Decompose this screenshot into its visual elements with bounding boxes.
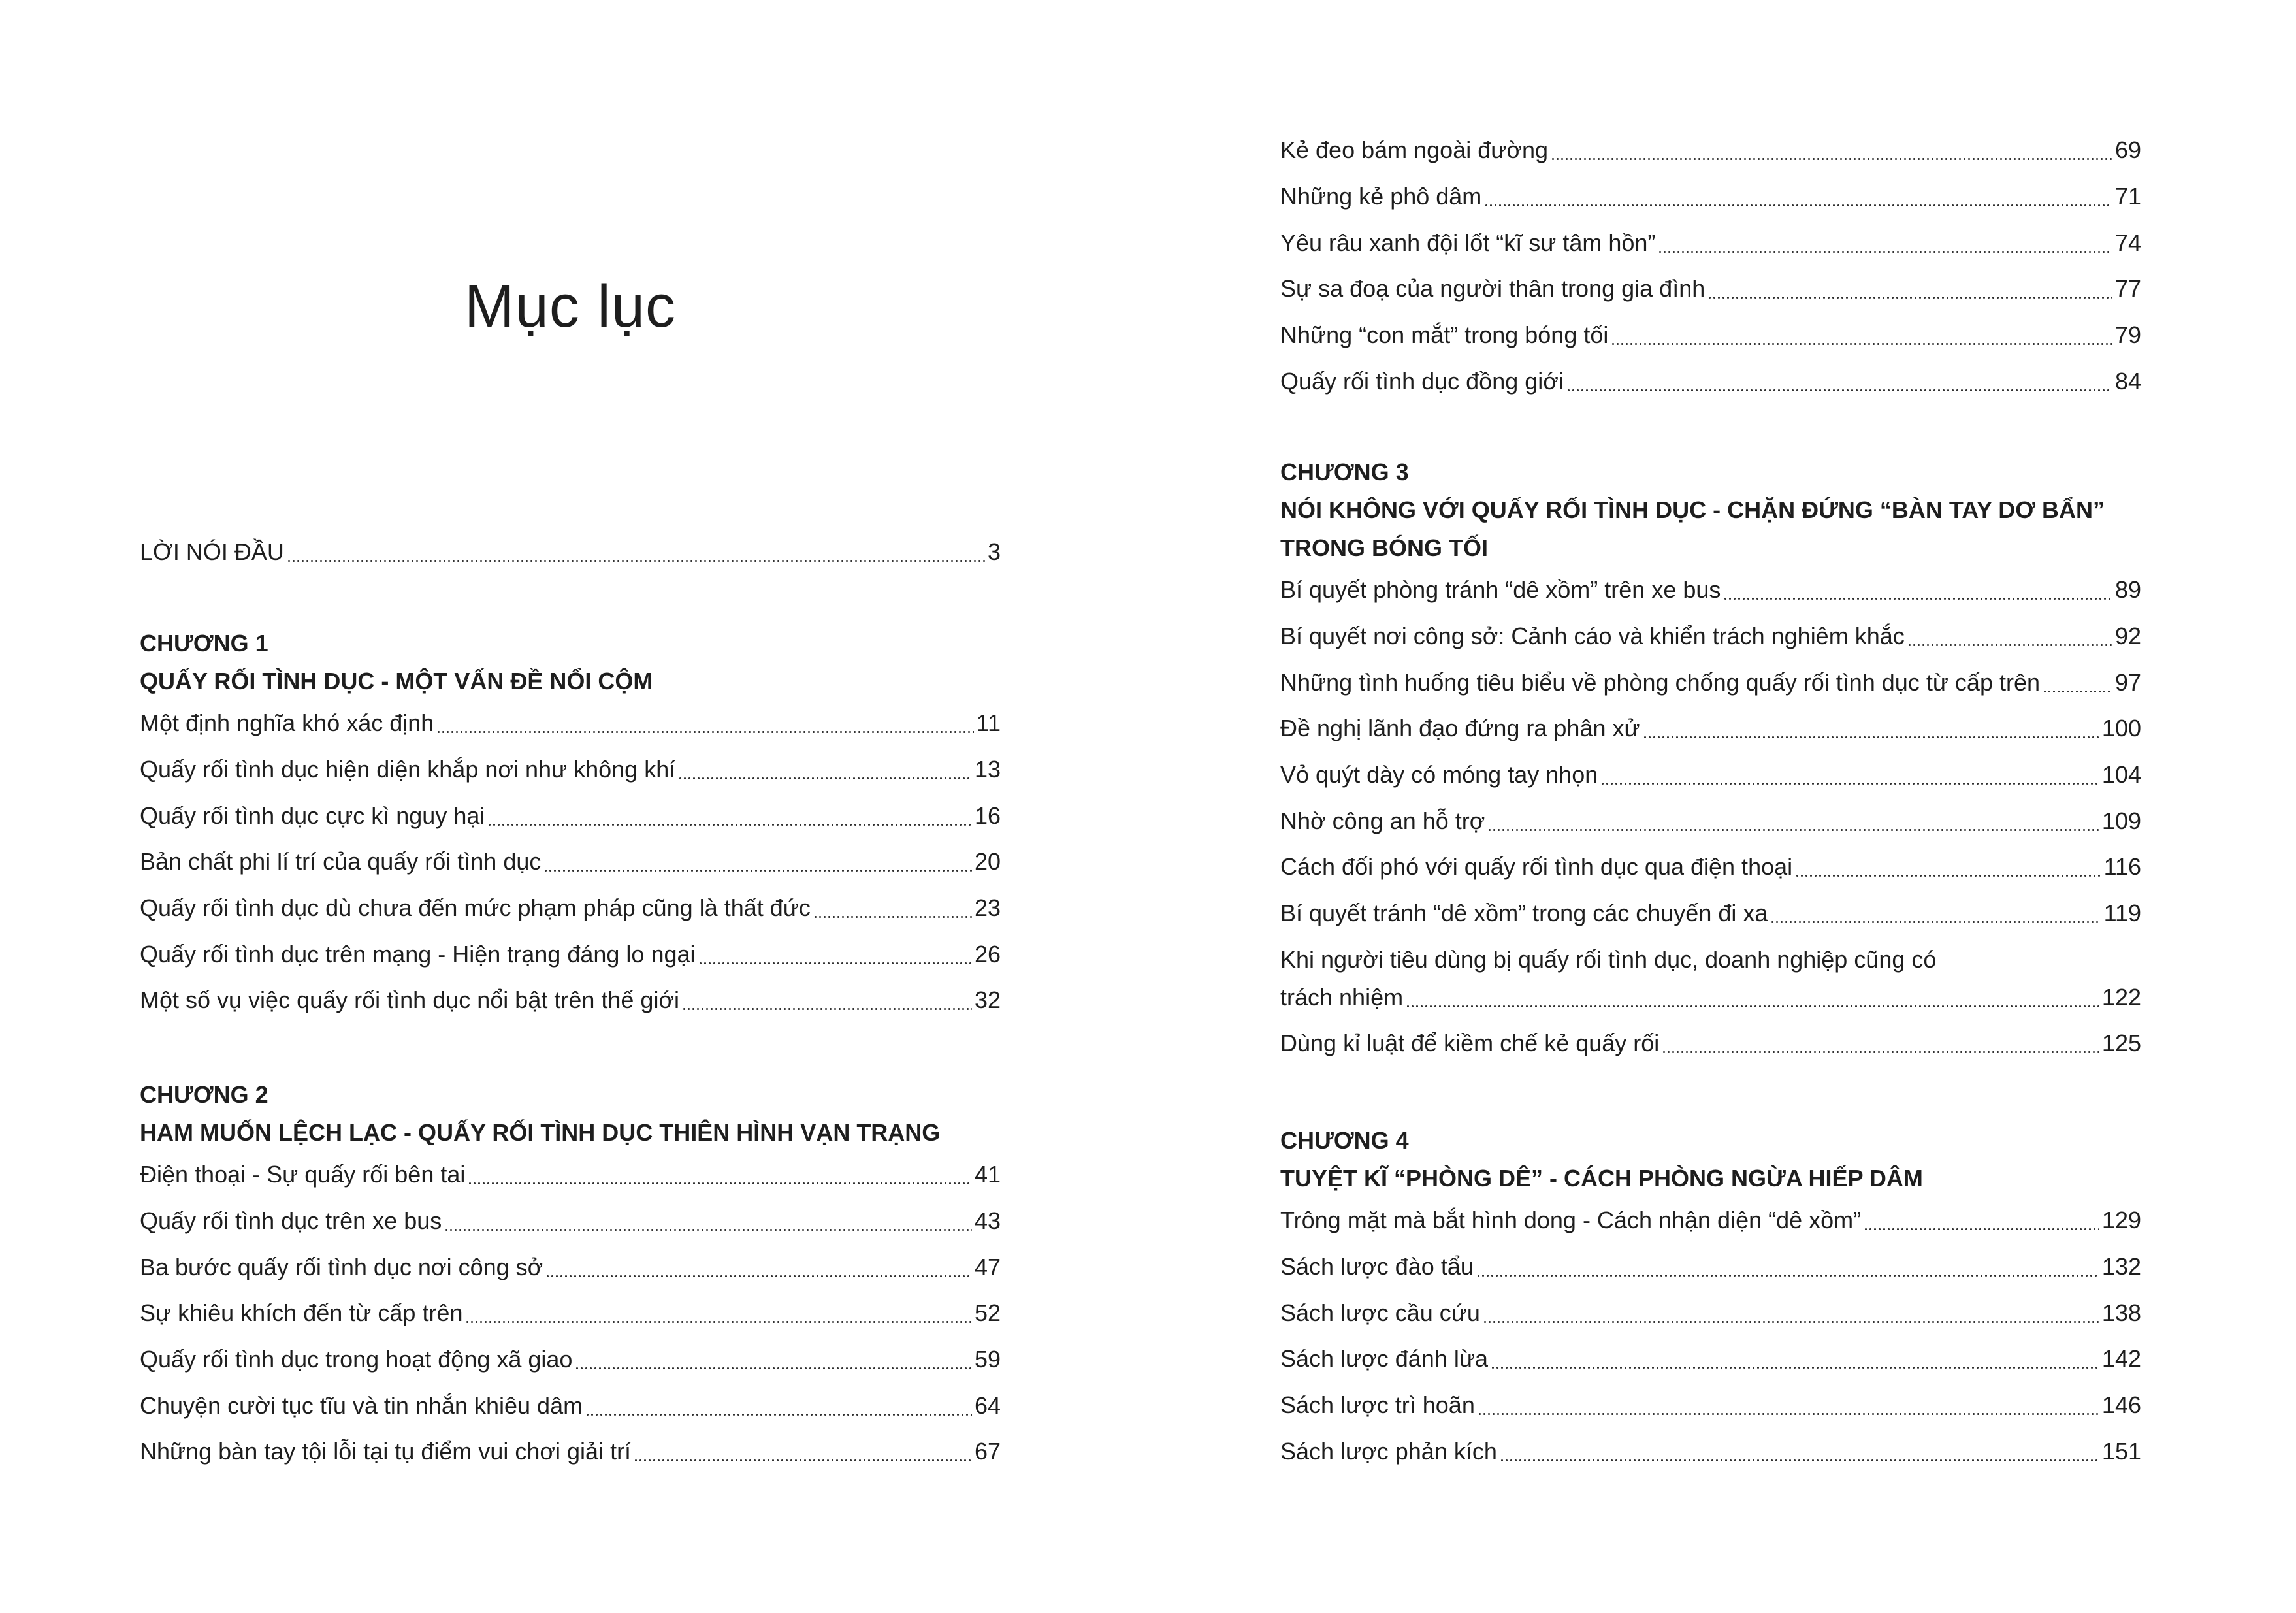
dot-leader xyxy=(1500,1440,2099,1463)
toc-entry-title: LỜI NÓI ĐẦU xyxy=(140,538,284,566)
toc-entry-page: 146 xyxy=(2101,1392,2141,1419)
toc-entry[interactable] xyxy=(1280,1198,2141,1244)
dot-leader xyxy=(1658,231,2112,255)
toc-entry[interactable] xyxy=(140,1290,1001,1337)
dot-leader xyxy=(1723,578,2112,602)
toc-entry-title: Sự khiêu khích đến từ cấp trên xyxy=(140,1299,463,1327)
toc-entry[interactable] xyxy=(1280,127,2141,174)
toc-entry-title: Quấy rối tình dục đồng giới xyxy=(1280,367,1564,395)
toc-entry-title: Khi người tiêu dùng bị quấy rối tình dục, doanh nghiệp cũng có xyxy=(1280,945,1937,973)
toc-section xyxy=(1280,127,2141,404)
toc-entry[interactable] xyxy=(1280,706,2141,752)
toc-entry-title: Cách đối phó với quấy rối tình dục qua điện thoại xyxy=(1280,853,1793,881)
toc-entry-title: Những “con mắt” trong bóng tối xyxy=(1280,321,1609,349)
toc-entry[interactable] xyxy=(1280,312,2141,359)
toc-entry[interactable] xyxy=(1280,266,2141,312)
toc-entry[interactable] xyxy=(140,1198,1001,1245)
toc-entry-title: Những bàn tay tội lỗi tại tụ điểm vui chơi giải trí xyxy=(140,1438,632,1465)
toc-entry-page: 97 xyxy=(2114,668,2141,696)
toc-entry[interactable] xyxy=(140,1429,1001,1475)
dot-leader xyxy=(545,1256,972,1279)
dot-leader xyxy=(1551,138,2112,162)
toc-entry-title: Quấy rối tình dục cực kì nguy hại xyxy=(140,802,485,829)
toc-entry-page: 41 xyxy=(974,1161,1001,1188)
dot-leader xyxy=(1491,1347,2099,1371)
toc-entry[interactable] xyxy=(1280,174,2141,220)
dot-leader xyxy=(1406,986,2099,1009)
toc-entry-page: 125 xyxy=(2101,1029,2141,1056)
dot-leader xyxy=(1566,370,2112,393)
toc-entry[interactable] xyxy=(1280,1428,2141,1475)
toc-entry[interactable] xyxy=(1280,358,2141,404)
toc-entry-title: Trông mặt mà bắt hình dong - Cách nhận diện “dê xồm” xyxy=(1280,1207,1862,1234)
toc-entry[interactable] xyxy=(1280,567,2141,613)
dot-leader xyxy=(1478,1393,2099,1417)
toc-entry[interactable] xyxy=(1280,220,2141,266)
toc-entry-page: 129 xyxy=(2101,1207,2141,1234)
toc-entry-title: Một số vụ việc quấy rối tình dục nổi bật trên thế giới xyxy=(140,986,680,1014)
toc-entry[interactable] xyxy=(140,839,1001,885)
chapter-label: CHƯƠNG 4 xyxy=(1280,1127,1409,1154)
toc-entry[interactable] xyxy=(140,700,1001,747)
toc-entry-title: Vỏ quýt dày có móng tay nhọn xyxy=(1280,761,1598,789)
toc-entry-page: 64 xyxy=(974,1392,1001,1419)
toc-entry[interactable] xyxy=(140,1337,1001,1383)
toc-entry-page: 119 xyxy=(2103,900,2141,927)
toc-entry-page: 16 xyxy=(974,802,1001,829)
toc-entry-title: Quấy rối tình dục trong hoạt động xã giao xyxy=(140,1346,573,1373)
toc-entry[interactable] xyxy=(140,977,1001,1024)
toc-entry-title: Sách lược cầu cứu xyxy=(1280,1299,1480,1326)
toc-entry-title: Chuyện cười tục tĩu và tin nhắn khiêu dâm xyxy=(140,1392,583,1419)
dot-leader xyxy=(682,988,972,1012)
toc-entry[interactable] xyxy=(140,529,1001,576)
toc-entry[interactable] xyxy=(1280,1020,2141,1067)
toc-entry[interactable] xyxy=(1280,1244,2141,1290)
dot-leader xyxy=(287,540,985,564)
toc-entry-page: 79 xyxy=(2114,321,2141,349)
toc-entry-title: Bản chất phi lí trí của quấy rối tình dục xyxy=(140,848,542,875)
toc-entry-page: 92 xyxy=(2114,623,2141,650)
toc-entry[interactable] xyxy=(1280,1382,2141,1429)
toc-entry-line xyxy=(1280,979,2141,1017)
dot-leader xyxy=(1864,1209,2099,1232)
toc-entry-title: Quấy rối tình dục dù chưa đến mức phạm pháp cũng là thất đức xyxy=(140,894,811,922)
dot-leader xyxy=(634,1440,972,1463)
toc-entry[interactable] xyxy=(140,931,1001,977)
dot-leader xyxy=(1707,277,2112,301)
toc-entry-title: Những tình huống tiêu biểu về phòng chống quấy rối tình dục từ cấp trên xyxy=(1280,668,2041,696)
toc-entry[interactable] xyxy=(140,1244,1001,1290)
toc-entry-page: 142 xyxy=(2101,1345,2141,1373)
toc-entry-page: 3 xyxy=(987,538,1001,566)
toc-entry[interactable] xyxy=(140,885,1001,932)
toc-entry-title: Bí quyết nơi công sở: Cảnh cáo và khiển trách nghiêm khắc xyxy=(1280,623,1905,650)
page-title: Mục lục xyxy=(464,273,676,340)
toc-entry-title: Dùng kỉ luật để kiềm chế kẻ quấy rối xyxy=(1280,1029,1660,1056)
dot-leader xyxy=(1662,1032,2099,1055)
toc-entry-title: Yêu râu xanh đội lốt “kĩ sư tâm hồn” xyxy=(1280,229,1656,256)
toc-entry-page: 69 xyxy=(2114,137,2141,164)
toc-entry-page: 67 xyxy=(974,1438,1001,1465)
dot-leader xyxy=(468,1163,972,1186)
toc-entry-title: Sách lược phản kích xyxy=(1280,1437,1497,1465)
toc-entry-title: Sự sa đoạ của người thân trong gia đình xyxy=(1280,275,1706,302)
toc-entry[interactable] xyxy=(1280,844,2141,890)
dot-leader xyxy=(1907,625,2112,648)
toc-entry[interactable] xyxy=(1280,1336,2141,1382)
toc-entry[interactable] xyxy=(1280,937,2141,1020)
toc-entry-page: 26 xyxy=(974,940,1001,968)
toc-entry-page: 89 xyxy=(2114,576,2141,604)
toc-entry-page: 138 xyxy=(2101,1299,2141,1326)
toc-entry-title: Sách lược đào tẩu xyxy=(1280,1253,1474,1280)
toc-entry-page: 109 xyxy=(2101,807,2141,834)
toc-entry-title: Điện thoại - Sự quấy rối bên tai xyxy=(140,1161,466,1188)
toc-entry-title: Quấy rối tình dục trên mạng - Hiện trạng đáng lo ngại xyxy=(140,940,696,968)
dot-leader xyxy=(1487,809,2099,833)
dot-leader xyxy=(444,1209,972,1233)
toc-entry[interactable] xyxy=(140,1382,1001,1429)
dot-leader xyxy=(465,1301,971,1325)
toc-entry-title: Sách lược đánh lừa xyxy=(1280,1345,1488,1373)
dot-leader xyxy=(436,711,973,735)
toc-section xyxy=(140,529,1001,576)
chapter-label: CHƯƠNG 2 xyxy=(140,1081,268,1108)
toc-entry-title: Quấy rối tình dục hiện diện khắp nơi như không khí xyxy=(140,756,676,783)
toc-entry-page: 13 xyxy=(974,756,1001,783)
toc-entry-page: 59 xyxy=(974,1346,1001,1373)
dot-leader xyxy=(1600,763,2099,787)
dot-leader xyxy=(575,1348,972,1371)
toc-entry-title: Ba bước quấy rối tình dục nơi công sở xyxy=(140,1253,543,1280)
chapter-section xyxy=(140,625,1001,1024)
toc-entry-page: 132 xyxy=(2101,1253,2141,1280)
toc-entry-page: 116 xyxy=(2103,853,2141,881)
dot-leader xyxy=(1643,717,2099,740)
chapter-label: CHƯƠNG 1 xyxy=(140,630,268,657)
dot-leader xyxy=(585,1394,972,1418)
toc-entry[interactable] xyxy=(1280,798,2141,844)
toc-entry[interactable] xyxy=(140,747,1001,793)
dot-leader xyxy=(1795,855,2101,879)
toc-entry-title: Quấy rối tình dục trên xe bus xyxy=(140,1207,442,1235)
toc-entry[interactable] xyxy=(1280,659,2141,706)
toc-entry[interactable] xyxy=(140,1152,1001,1198)
dot-leader xyxy=(1611,323,2112,347)
dot-leader xyxy=(487,804,972,828)
toc-entry-title: Những kẻ phô dâm xyxy=(1280,183,1482,210)
dot-leader xyxy=(1484,185,2112,208)
toc-entry-title: Sách lược trì hoãn xyxy=(1280,1392,1475,1419)
dot-leader xyxy=(1476,1255,2099,1279)
toc-entry-page: 20 xyxy=(974,848,1001,875)
toc-entry-page: 104 xyxy=(2101,761,2141,789)
chapter-section xyxy=(140,1076,1001,1475)
chapter-title: NÓI KHÔNG VỚI QUẤY RỐI TÌNH DỤC - CHẶN ĐỨNG “BÀN TAY DƠ BẨN” xyxy=(1280,497,2105,523)
toc-entry-page: 84 xyxy=(2114,367,2141,395)
dot-leader xyxy=(2043,671,2112,694)
toc-entry-page: 77 xyxy=(2114,275,2141,302)
chapter-section xyxy=(1280,1122,2141,1475)
dot-leader xyxy=(1770,902,2101,925)
toc-entry[interactable] xyxy=(1280,890,2141,937)
toc-entry-title: Một định nghĩa khó xác định xyxy=(140,709,434,737)
chapter-section xyxy=(1280,453,2141,1066)
toc-entry[interactable] xyxy=(140,792,1001,839)
chapter-title: TRONG BÓNG TỐI xyxy=(1280,534,1488,561)
chapter-label: CHƯƠNG 3 xyxy=(1280,459,1409,485)
toc-entry[interactable] xyxy=(1280,752,2141,798)
toc-entry-page: 11 xyxy=(976,709,1001,737)
toc-entry-title: Đề nghị lãnh đạo đứng ra phân xử xyxy=(1280,715,1640,742)
toc-entry-title: Nhờ công an hỗ trợ xyxy=(1280,807,1485,834)
toc-entry-line xyxy=(1280,941,2141,979)
toc-entry[interactable] xyxy=(1280,613,2141,660)
dot-leader xyxy=(678,758,972,781)
dot-leader xyxy=(543,850,972,873)
toc-entry-page: 71 xyxy=(2114,183,2141,210)
chapter-title: TUYỆT KĨ “PHÒNG DÊ” - CÁCH PHÒNG NGỪA HIẾP DÂM xyxy=(1280,1165,1923,1192)
toc-entry-page: 47 xyxy=(974,1253,1001,1280)
toc-entry-page: 151 xyxy=(2101,1437,2141,1465)
toc-entry-page: 43 xyxy=(974,1207,1001,1235)
dot-leader xyxy=(1483,1301,2099,1325)
toc-entry-page: 122 xyxy=(2101,983,2141,1011)
toc-entry-page: 32 xyxy=(974,986,1001,1014)
toc-entry-title: Bí quyết tránh “dê xồm” trong các chuyến đi xa xyxy=(1280,900,1768,927)
chapter-title: QUẤY RỐI TÌNH DỤC - MỘT VẤN ĐỀ NỔI CỘM xyxy=(140,668,653,694)
toc-entry[interactable] xyxy=(1280,1290,2141,1336)
dot-leader xyxy=(813,896,972,920)
dot-leader xyxy=(698,943,972,966)
toc-entry-title: Kẻ đeo bám ngoài đường xyxy=(1280,137,1548,164)
toc-entry-page: 23 xyxy=(974,894,1001,922)
toc-entry-page: 100 xyxy=(2101,715,2141,742)
toc-entry-page: 74 xyxy=(2114,229,2141,256)
toc-entry-page: 52 xyxy=(974,1299,1001,1327)
toc-entry-title: Bí quyết phòng tránh “dê xồm” trên xe bus xyxy=(1280,576,1721,604)
chapter-title: HAM MUỐN LỆCH LẠC - QUẤY RỐI TÌNH DỤC THIÊN HÌNH VẠN TRẠNG xyxy=(140,1119,941,1146)
toc-entry-title: trách nhiệm xyxy=(1280,983,1404,1011)
